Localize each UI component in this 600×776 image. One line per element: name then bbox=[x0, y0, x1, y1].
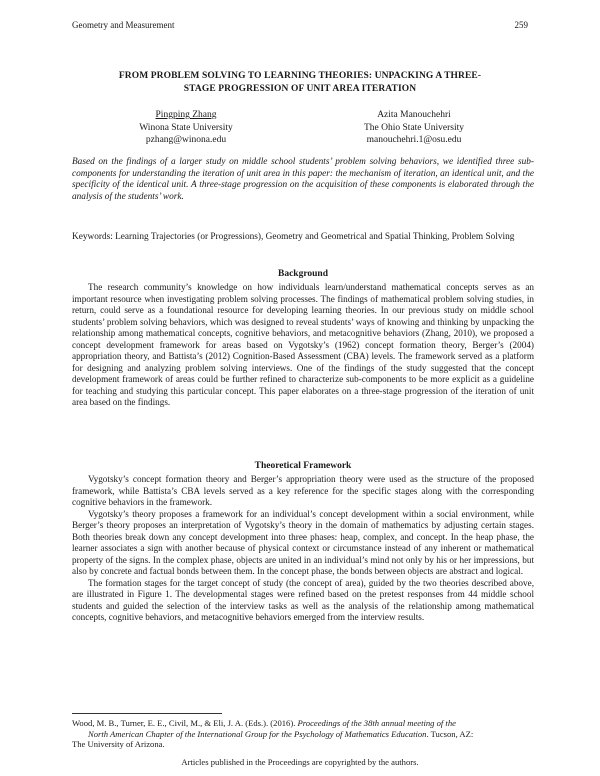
author-1 bbox=[76, 109, 296, 147]
keywords: Keywords: Learning Trajectories (or Progressions), Geometry and Geometrical and Spatial Thinking, Problem Solving bbox=[72, 232, 515, 242]
author-name: Pingping Zhang bbox=[155, 110, 217, 120]
section-heading-theoretical-framework: Theoretical Framework bbox=[254, 461, 352, 471]
author-block bbox=[72, 109, 528, 147]
author-affiliation: Winona State University bbox=[139, 122, 233, 133]
page-number: 259 bbox=[514, 20, 528, 30]
citation-title-2: North American Chapter of the International Group for the Psychology of Mathematics Education bbox=[88, 728, 427, 739]
citation-continued bbox=[72, 729, 540, 740]
citation-title-1: Proceedings of the 38th annual meeting of the bbox=[297, 718, 456, 728]
paragraph: Vygotsky’s theory proposes a framework for an individual’s concept development within a social environment, while Berger’s theory proposes an interpretation of Vygotsky’s theory in the domain of mathematics by adjusting certain stages. Both theories break down any concept development into three phases: heap, complex, and concept. In the heap phase, the learner associates a sign with another because of physical context or circumstance instead of any inherent or mathematical property of the signs. In the complex phase, objects are united in an individual’s mind not only by his or her impressions, but also by concrete and factual bonds between them. In the concept phase, the bonds between objects are abstract and logical. bbox=[72, 508, 534, 576]
proceedings-citation bbox=[72, 718, 540, 750]
citation-location: . Tucson, AZ: bbox=[426, 728, 474, 739]
author-email: manouchehri.1@osu.edu bbox=[366, 135, 462, 145]
section-theoretical-framework bbox=[72, 460, 534, 624]
paragraph: The formation stages for the target concept of study (the concept of area), guided by the two theories described above, are illustrated in Figure 1. The developmental stages were refined based on the pretest responses from 44 middle school students and guided the selection of the interview tasks as well as the analysis of the relationship among mathematical concepts, cognitive behaviors, and metacognitive behaviors emerged from the interview results. bbox=[72, 577, 534, 622]
paragraph: The research community’s knowledge on how individuals learn/understand mathematical concepts serves as an important resource when investigating problem solving processes. The findings of mathematical problem solving studies, in return, could serve as a foundational resource for developing learning theories. In our previous study on middle school students’ problem solving behaviors, which was designed to reveal students’ ways of knowing and thinking by unpacking the relationship among mathematical concepts, cognitive behaviors, and metacognitive behaviors (Zhang, 2010), we proposed a concept development framework for areas based on Vygotsky’s (1962) concept formation theory, Berger’s (2004) appropriation theory, and Battista’s (2012) Cognition-Based Assessment (CBA) levels. The framework served as a platform for designing and analyzing problem solving interviews. One of the findings of the study suggested that the concept development framework of areas could be further refined to characterize sub-components to be more explicit as a guideline for teaching and studying this particular concept. This paper elaborates on a three-stage progression of the iteration of unit area based on the findings. bbox=[72, 282, 534, 407]
running-header-section: Geometry and Measurement bbox=[72, 20, 175, 30]
copyright-notice: Articles published in the Proceedings are copyrighted by the authors. bbox=[181, 757, 419, 767]
abstract: Based on the findings of a larger study on middle school students’ problem solving behaviors, we identified three sub-components for understanding the iteration of unit area in this paper: the mechanism of iteration, an identical unit, and the specificity of the identical unit. A three-stage progression on the acquisition of these components is elaborated through the analysis of the students’ work. bbox=[72, 157, 534, 202]
paragraph: Vygotsky’s concept formation theory and Berger’s appropriation theory were used as the structure of the proposed framework, while Battista’s CBA levels served as a key reference for the specific stages along with the corresponding cognitive behaviors in the framework. bbox=[72, 474, 534, 507]
author-affiliation: The Ohio State University bbox=[364, 122, 464, 133]
author-email: pzhang@winona.edu bbox=[145, 135, 227, 145]
section-heading-background: Background bbox=[278, 269, 328, 279]
section-background bbox=[72, 268, 534, 409]
citation-editors: Wood, M. B., Turner, E. E., Civil, M., & Eli, J. A. (Eds.). (2016). bbox=[72, 718, 296, 728]
citation-publisher: The University of Arizona. bbox=[72, 739, 165, 749]
running-header bbox=[72, 20, 528, 30]
title-line-2: STAGE PROGRESSION OF UNIT AREA ITERATION bbox=[183, 84, 417, 94]
paper-title bbox=[90, 70, 510, 96]
author-2 bbox=[304, 109, 524, 147]
author-name: Azita Manouchehri bbox=[377, 110, 451, 120]
footer-divider bbox=[72, 713, 222, 714]
title-line-1: FROM PROBLEM SOLVING TO LEARNING THEORIES: UNPACKING A THREE- bbox=[118, 71, 482, 81]
